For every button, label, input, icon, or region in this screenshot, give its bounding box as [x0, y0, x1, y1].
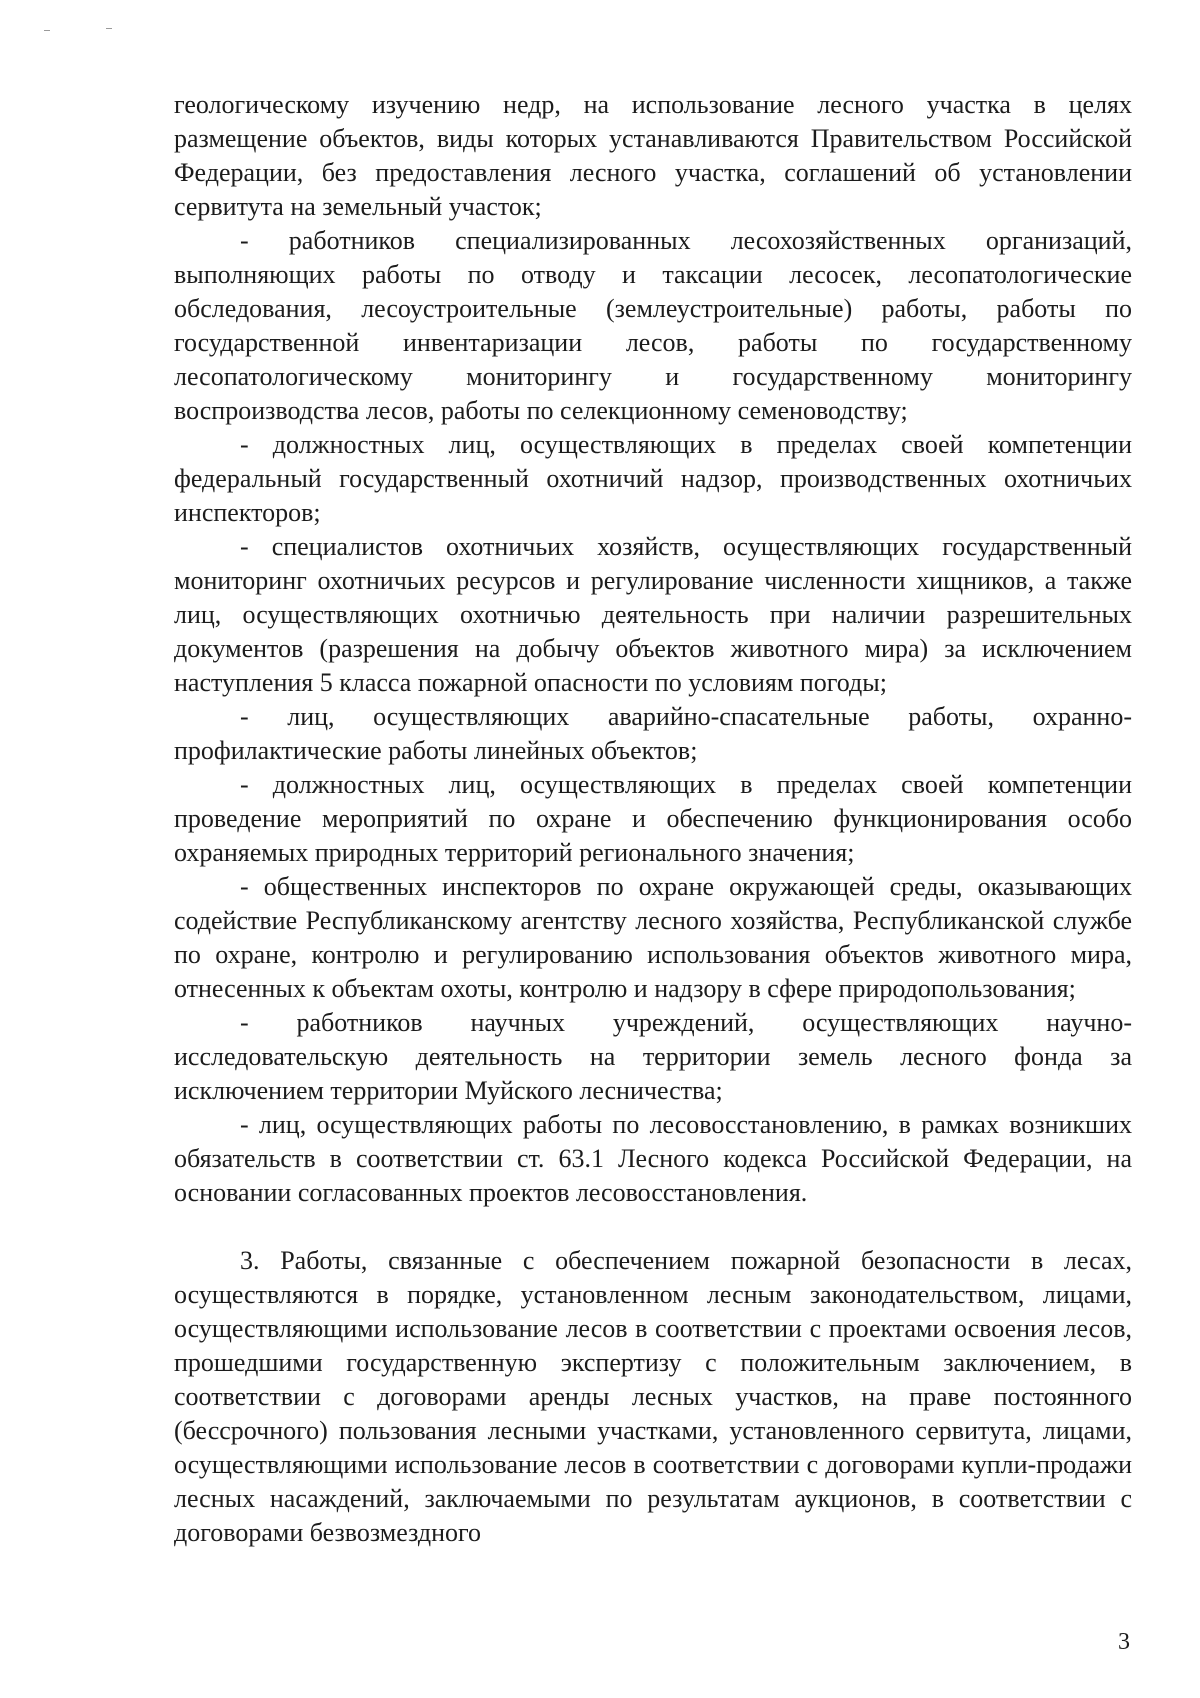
scan-mark [44, 30, 50, 31]
list-item-forestry-workers: - работников специализированных лесохозяйственных организаций, выполняющих работы по отводу и таксации лесосек, лесопатологические обследования, лесоустроительные (землеустроительные) работы, работы по государственной инвентаризации лесов, работы по государственному лесопатологическому мониторингу и государственному мониторингу воспроизводства лесов, работы по селекционному семеноводству; [174, 226, 1132, 425]
list-item-hunting-specialists: - специалистов охотничьих хозяйств, осуществляющих государственный мониторинг охотничьих ресурсов и регулирование численности хищников, а также лиц, осуществляющих охотничью деятельность при наличии разрешительных документов (разрешения на добычу объектов животного мира) за исключением наступления 5 класса пожарной опасности по условиям погоды; [174, 532, 1132, 697]
list-item-reforestation: - лиц, осуществляющих работы по лесовосстановлению, в рамках возникших обязательств в соответствии ст. 63.1 Лесного кодекса Российской Федерации, на основании согласованных проектов лесовосстановления. [174, 1110, 1132, 1207]
page-number: 3 [1118, 1629, 1130, 1655]
document-body [174, 88, 1132, 1550]
list-item-hunting-supervision: - должностных лиц, осуществляющих в пределах своей компетенции федеральный государственный охотничий надзор, производственных охотничьих инспекторов; [174, 430, 1132, 527]
list-item-public-inspectors: - общественных инспекторов по охране окружающей среды, оказывающих содействие Республиканскому агентству лесного хозяйства, Республиканской службе по охране, контролю и регулированию использования объектов животного мира, отнесенных к объектам охоты, контролю и надзору в сфере природопользования; [174, 872, 1132, 1003]
scan-mark [106, 28, 112, 29]
paragraph-continuation: геологическому изучению недр, на использование лесного участка в целях размещение объектов, виды которых устанавливаются Правительством Российской Федерации, без предоставления лесного участка, соглашений об установлении сервитута на земельный участок; [174, 90, 1132, 221]
list-item-research-workers: - работников научных учреждений, осуществляющих научно-исследовательскую деятельность на территории земель лесного фонда за исключением территории Муйского лесничества; [174, 1008, 1132, 1105]
list-item-rescue-works: - лиц, осуществляющих аварийно-спасательные работы, охранно-профилактические работы линейных объектов; [174, 702, 1132, 765]
paragraph-section-3: 3. Работы, связанные с обеспечением пожарной безопасности в лесах, осуществляются в порядке, установленном лесным законодательством, лицами, осуществляющими использование лесов в соответствии с проектами освоения лесов, прошедшими государственную экспертизу с положительным заключением, в соответствии с договорами аренды лесных участков, на праве постоянного (бессрочного) пользования лесными участками, установленного сервитута, лицами, осуществляющими использование лесов в соответствии с договорами купли-продажи лесных насаждений, заключаемыми по результатам аукционов, в соответствии с договорами безвозмездного [174, 1246, 1132, 1547]
list-item-protected-areas: - должностных лиц, осуществляющих в пределах своей компетенции проведение мероприятий по охране и обеспечению функционирования особо охраняемых природных территорий регионального значения; [174, 770, 1132, 867]
